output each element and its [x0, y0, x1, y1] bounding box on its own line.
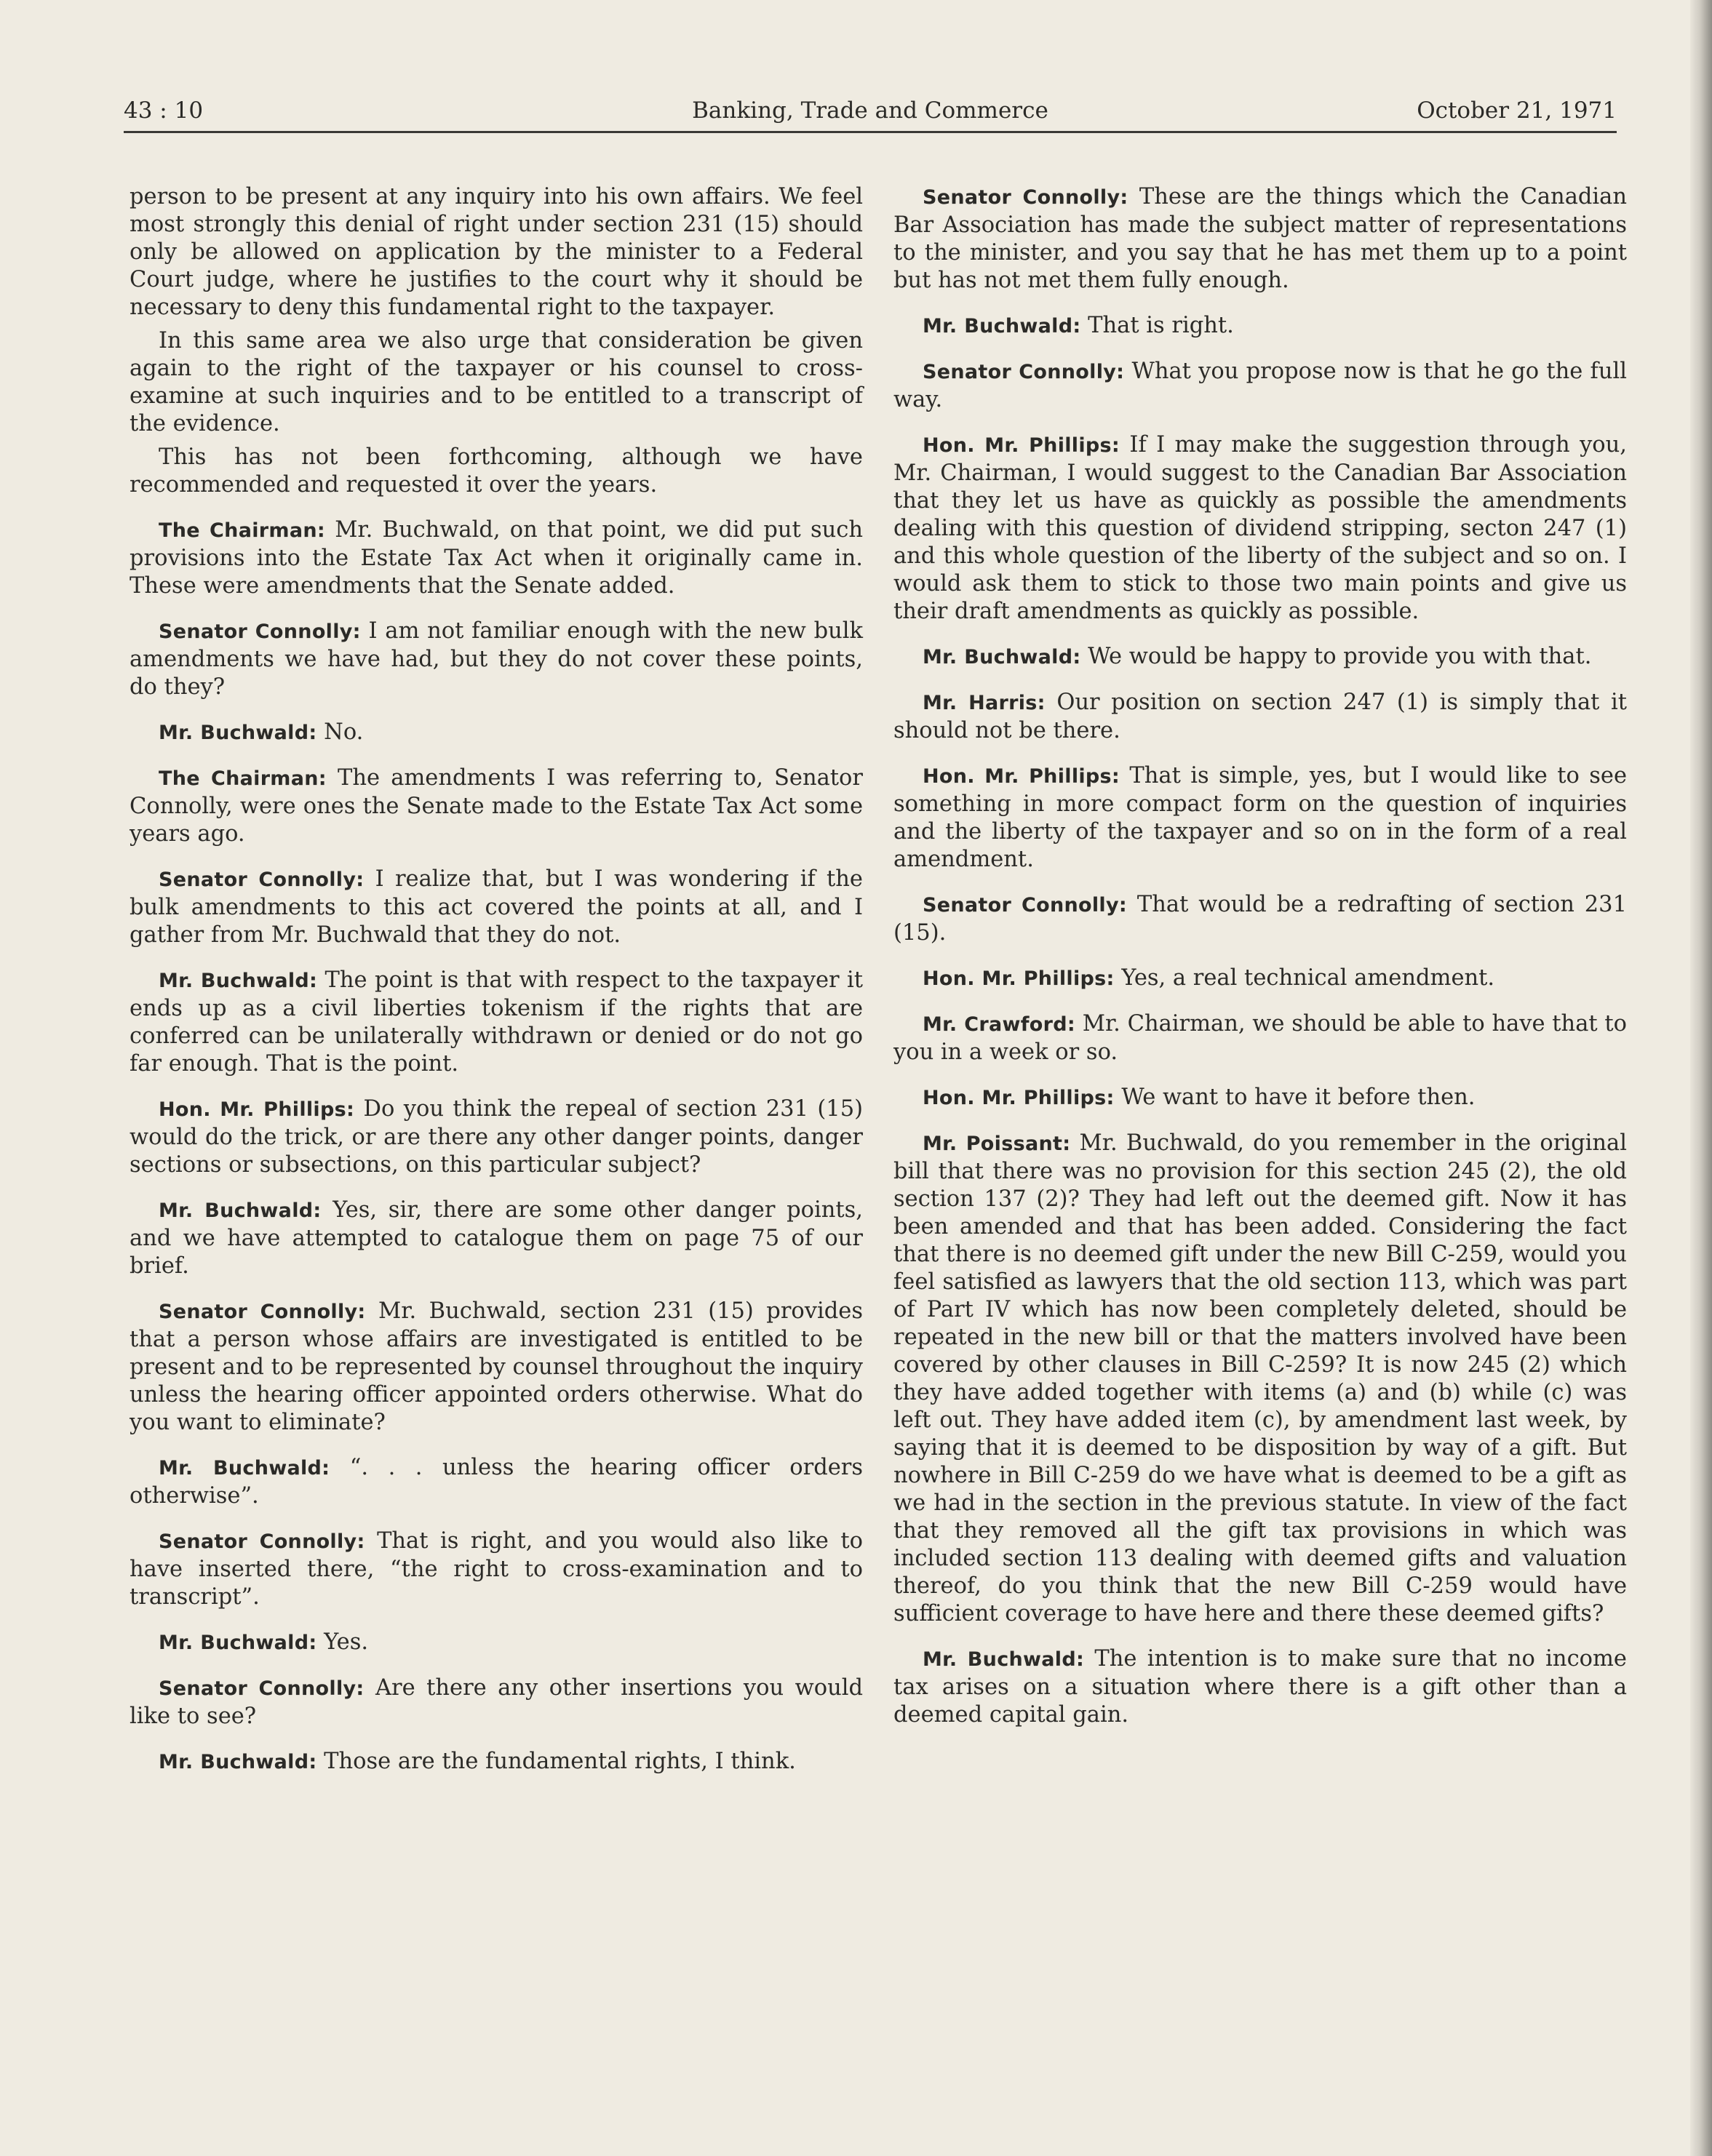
speech-paragraph [130, 1197, 863, 1280]
speaker-name: Mr. Buchwald: [159, 1457, 330, 1480]
speaker-name: Mr. Buchwald: [923, 1648, 1085, 1671]
speech-paragraph [893, 1084, 1627, 1112]
speech-paragraph [130, 1629, 863, 1657]
speech-paragraph [130, 516, 863, 600]
speaker-name: Mr. Buchwald: [159, 1199, 322, 1222]
speaker-name: The Chairman: [159, 519, 325, 542]
speech-text: We want to have it before then. [1121, 1085, 1476, 1110]
speaker-name: Hon. Mr. Phillips: [923, 967, 1115, 990]
speech-text: Our position on section 247 (1) is simply that it should not be there. [893, 690, 1627, 743]
running-header [124, 93, 1617, 133]
speaker-name: Mr. Poissant: [923, 1133, 1071, 1155]
speaker-name: Senator Connolly: [159, 1301, 366, 1323]
speech-text: That is right, and you would also like to have inserted there, “the right to cross-examination and to transcript”. [130, 1528, 863, 1610]
speaker-name: Hon. Mr. Phillips: [923, 765, 1120, 788]
paragraph-text: This has not been forthcoming, although we have recommended and requested it over the years. [130, 444, 863, 498]
speaker-name: Senator Connolly: [159, 620, 361, 643]
speaker-name: Mr. Buchwald: [923, 646, 1081, 668]
speaker-name: Senator Connolly: [159, 1677, 365, 1700]
speech-text: These are the things which the Canadian Bar Association has made the subject matter of representations to the minister, and you say that he has met them up to a point but has not met them fully enough. [893, 184, 1627, 293]
speaker-name: Hon. Mr. Phillips: [923, 434, 1120, 457]
page-number: 43 : 10 [124, 97, 204, 124]
paragraph [130, 183, 863, 322]
speaker-name: Senator Connolly: [923, 894, 1127, 917]
speaker-name: Hon. Mr. Phillips: [923, 1087, 1115, 1109]
speech-text: Those are the fundamental rights, I think. [324, 1749, 796, 1774]
speech-text: Mr. Buchwald, section 231 (15) provides that a person whose affairs are investigated is entitled to be present and to be represented by counsel throughout the inquiry unless the hearing officer appointed orders otherwise. What do you want to eliminate? [130, 1298, 863, 1435]
speech-text: What you propose now is that he go the full way. [893, 359, 1627, 412]
speaker-name: The Chairman: [159, 767, 327, 790]
page-edge-shadow [1690, 0, 1712, 2156]
speech-paragraph [893, 312, 1627, 340]
speech-text: I am not familiar enough with the new bulk amendments we have had, but they do not cover these points, do they? [130, 618, 863, 700]
speech-paragraph [893, 1645, 1627, 1729]
speech-paragraph [130, 1748, 863, 1776]
speech-paragraph [130, 764, 863, 848]
left-column [130, 183, 863, 1794]
speech-paragraph [130, 1674, 863, 1730]
paragraph [130, 444, 863, 499]
speaker-name: Senator Connolly: [923, 361, 1125, 383]
speaker-name: Mr. Buchwald: [159, 1632, 317, 1654]
speech-text: Yes. [324, 1629, 369, 1655]
speech-text: The amendments I was referring to, Senator Connolly, were ones the Senate made to the Estate Tax Act some years ago. [130, 765, 863, 847]
speech-paragraph [893, 431, 1627, 626]
speech-paragraph [130, 1095, 863, 1179]
speaker-name: Senator Connolly: [923, 186, 1128, 209]
speech-text: I realize that, but I was wondering if the bulk amendments to this act covered the points at all, and I gather from Mr. Buchwald that they do not. [130, 866, 863, 948]
speech-paragraph [130, 1454, 863, 1510]
speech-text: Mr. Chairman, we should be able to have that to you in a week or so. [893, 1011, 1627, 1065]
speech-text: That would be a redrafting of section 231 (15). [893, 892, 1627, 946]
speech-paragraph [893, 643, 1627, 671]
speaker-name: Senator Connolly: [159, 869, 365, 891]
speech-paragraph [893, 183, 1627, 295]
speech-text: The intention is to make sure that no income tax arises on a situation where there is a gift other than a deemed capital gain. [893, 1646, 1627, 1728]
speech-text: Mr. Buchwald, do you remember in the original bill that there was no provision for this section 245 (2), the old section 137 (2)? They had left out the deemed gift. Now it has been amended and that has been added. Considering the fact that there is no deemed gift under the new Bill C-259, would you feel satisfied as lawyers that the old section 113, which was part of Part IV which has now been completely deleted, should be repeated in the new bill or that the matters involved have been covered by other clauses in Bill C-259? It is now 245 (2) which they have added together with items (a) and (b) while (c) was left out. They have added item (c), by amendment last week, by saying that it is deemed to be disposition by way of a gift. But nowhere in Bill C-259 do we have what is deemed to be a gift as we had in the section in the previous statute. In view of the fact that they removed all the gift tax provisions in which was included section 113 dealing with deemed gifts and valuation thereof, do you think that the new Bill C-259 would have sufficient coverage to have here and there these deemed gifts? [893, 1130, 1627, 1626]
header-date: October 21, 1971 [1417, 97, 1617, 124]
speech-text: No. [324, 719, 364, 745]
speech-text: Yes, a real technical amendment. [1121, 965, 1495, 991]
speech-paragraph [893, 965, 1627, 993]
speech-paragraph [130, 1298, 863, 1437]
speech-paragraph [893, 689, 1627, 745]
paragraph-text: person to be present at any inquiry into his own affairs. We feel most strongly this denial of right under section 231 (15) should only be allowed on application by the minister to a Federal Court judge, where he justifies to the court why it should be necessary to deny this fundamental right to the taxpayer. [130, 184, 863, 320]
speech-paragraph [130, 618, 863, 701]
speech-paragraph [893, 1010, 1627, 1066]
speaker-name: Mr. Buchwald: [159, 722, 317, 744]
speech-text: The point is that with respect to the taxpayer it ends up as a civil liberties tokenism if the rights that are conferred can be unilaterally withdrawn or denied or do not go far enough. That is the point. [130, 967, 864, 1077]
speech-paragraph [130, 967, 863, 1078]
speech-paragraph [130, 1528, 863, 1611]
speech-text: If I may make the suggestion through you, Mr. Chairman, I would suggest to the Canadian Bar Association that they let us have as quickly as possible the amendments dealing with this question of dividend stripping, secton 247 (1) and this whole question of the liberty of the subject and so on. I would ask them to stick to those two main points and give us their draft amendments as quickly as possible. [893, 432, 1628, 624]
speech-text: We would be happy to provide you with that. [1088, 644, 1592, 669]
speaker-name: Mr. Crawford: [923, 1013, 1075, 1036]
speech-paragraph [893, 891, 1627, 947]
speaker-name: Mr. Harris: [923, 692, 1046, 714]
paragraph [130, 327, 863, 438]
speaker-name: Hon. Mr. Phillips: [159, 1098, 355, 1121]
speech-paragraph [130, 866, 863, 949]
speech-text: Mr. Buchwald, on that point, we did put such provisions into the Estate Tax Act when it originally came in. These were amendments that the Senate added. [130, 517, 864, 599]
publication-title: Banking, Trade and Commerce [692, 97, 1048, 124]
speech-text: “. . . unless the hearing officer orders otherwise”. [130, 1455, 863, 1509]
speaker-name: Senator Connolly: [159, 1530, 365, 1553]
speech-text: That is simple, yes, but I would like to see something in more compact form on the question of inquiries and the liberty of the taxpayer and so on in the form of a real amendment. [893, 763, 1627, 872]
speech-paragraph [130, 719, 863, 747]
speech-paragraph [893, 358, 1627, 414]
paragraph-text: In this same area we also urge that consideration be given again to the right of the taxpayer or his counsel to cross-examine at such inquiries and to be entitled to a transcript of the evidence. [130, 328, 863, 436]
speaker-name: Mr. Buchwald: [159, 1751, 317, 1773]
speech-text: Yes, sir, there are some other danger points, and we have attempted to catalogue them on page 75 of our brief. [130, 1197, 864, 1279]
right-column [893, 183, 1627, 1746]
speaker-name: Mr. Buchwald: [923, 315, 1081, 338]
speech-paragraph [893, 1130, 1627, 1628]
speech-text: Do you think the repeal of section 231 (15) would do the trick, or are there any other danger points, danger sections or subsections, on this particular subject? [130, 1096, 863, 1178]
speaker-name: Mr. Buchwald: [159, 970, 318, 992]
speech-text: Are there any other insertions you would like to see? [130, 1675, 863, 1729]
speech-text: That is right. [1088, 313, 1234, 338]
speech-paragraph [893, 762, 1627, 874]
